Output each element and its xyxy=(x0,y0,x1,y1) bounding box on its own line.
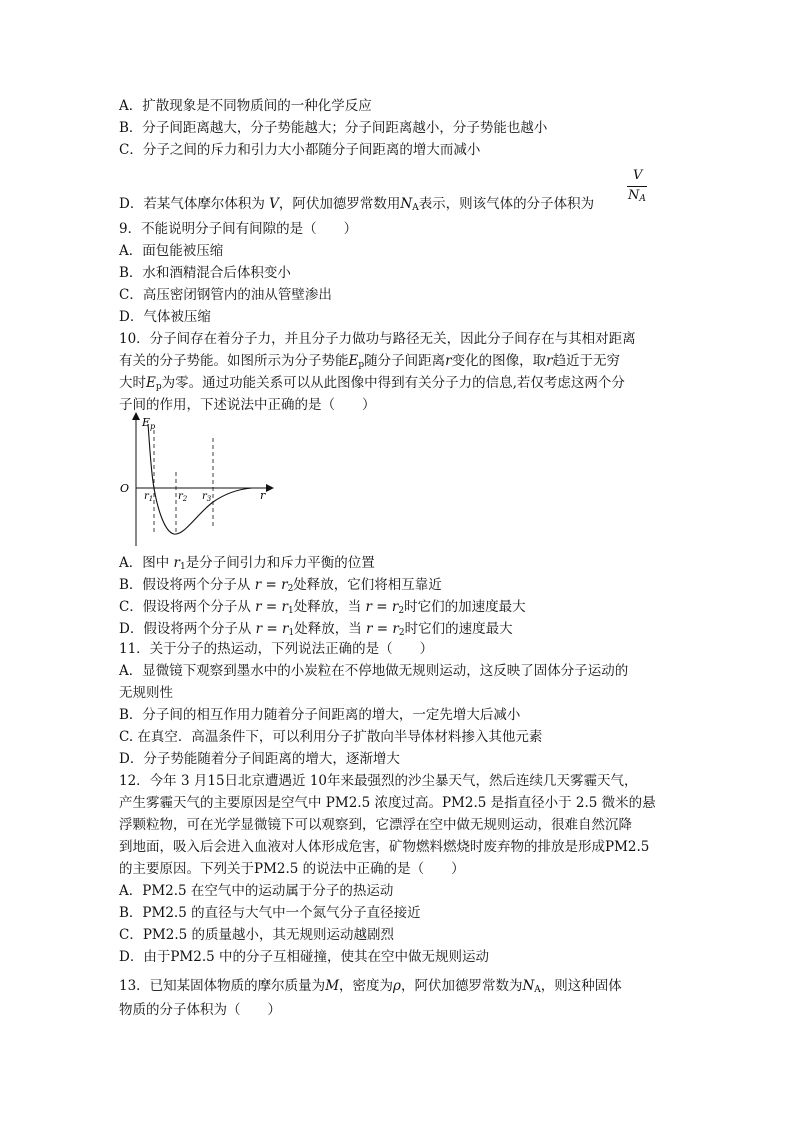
q8-fraction-denominator: $N_A$ xyxy=(628,188,646,204)
graph-ep-curve xyxy=(148,424,252,534)
q10-stem-line4: 子间的作用，下述说法中正确的是（ ） xyxy=(119,397,376,413)
q13-stem-line1: 13．已知某固体物质的摩尔质量为M，密度为ρ，阿伏加德罗常数为$N_A$，则这种固体 xyxy=(119,978,622,995)
q12-stem-line5: 的主要原因。下列关于PM2.5 的说法中正确的是（ ） xyxy=(119,861,465,877)
q10-option-a: A．图中 $r_1$是分子间引力和斥力平衡的位置 xyxy=(119,555,375,572)
q8-option-a: A．扩散现象是不同物质间的一种化学反应 xyxy=(119,98,372,114)
q8-option-b: B．分子间距离越大，分子势能越大；分子间距离越小，分子势能也越小 xyxy=(119,120,548,136)
graph-r2-label: $r_2$ xyxy=(178,491,188,503)
q11-option-a-line1: A．显微镜下观察到墨水中的小炭粒在不停地做无规则运动，这反映了固体分子运动的 xyxy=(119,663,629,679)
q8-option-d: D．若某气体摩尔体积为 V，阿伏加德罗常数用$N_A$表示，则该气体的分子体积为 xyxy=(119,196,595,213)
q12-stem-line1: 12．今年 3 月15日北京遭遇近 10年来最强烈的沙尘暴天气，然后连续几天雾霾天气， xyxy=(119,773,638,789)
q11-stem: 11．关于分子的热运动，下列说法正确的是（ ） xyxy=(119,641,434,657)
q12-stem-line3: 浮颗粒物，可在光学显微镜下可以观察到，它漂浮在空中做无规则运动，很难自然沉降 xyxy=(119,817,632,833)
graph-r3-label: $r_3$ xyxy=(202,491,212,503)
q10-stem-line1: 10．分子间存在着分子力，并且分子力做功与路径无关，因此分子间存在与其相对距离 xyxy=(119,331,636,347)
q11-option-b: B．分子间的相互作用力随着分子间距离的增大，一定先增大后减小 xyxy=(119,707,521,723)
q8-fraction-bar xyxy=(627,186,647,187)
q10-option-c: C．假设将两个分子从 $r = r_1$处释放，当 $r = r_2$时它们的加速度最大 xyxy=(119,599,526,616)
q9-stem: 9．不能说明分子间有间隙的是（ ） xyxy=(119,221,358,237)
q10-stem-line3: 大时$E_p$为零。通过功能关系可以从此图像中得到有关分子力的信息,若仅考虑这两个分 xyxy=(119,375,625,392)
q12-option-a: A．PM2.5 在空气中的运动属于分子的热运动 xyxy=(119,883,394,899)
q8-fraction-numerator: V xyxy=(633,168,643,183)
graph-y-label: $E_p$ xyxy=(142,416,156,431)
q10-option-b: B．假设将两个分子从 $r = r_2$处释放，它们将相互靠近 xyxy=(119,577,442,594)
q9-option-d: D．气体被压缩 xyxy=(119,309,211,325)
q12-stem-line4: 到地面，吸入后会进入血液对人体形成危害，矿物燃料燃烧时废弃物的排放是形成PM2.5 xyxy=(119,839,650,855)
graph-x-label: r xyxy=(260,489,266,502)
q12-option-c: C．PM2.5 的质量越小，其无规则运动越剧烈 xyxy=(119,927,394,943)
q11-option-a-line2: 无规则性 xyxy=(119,685,173,701)
q8-option-c: C．分子之间的斥力和引力大小都随分子间距离的增大而减小 xyxy=(119,142,481,158)
q12-option-b: B．PM2.5 的直径与大气中一个氮气分子直径接近 xyxy=(119,905,421,921)
q10-stem-line2: 有关的分子势能。如图所示为分子势能$E_p$随分子间距离r变化的图像，取r趋近于无穷 xyxy=(119,353,621,370)
q9-option-c: C．高压密闭钢管内的油从管壁渗出 xyxy=(119,287,332,303)
potential-energy-graph xyxy=(112,410,282,550)
graph-origin-label: O xyxy=(120,482,130,495)
q9-option-a: A．面包能被压缩 xyxy=(119,243,224,259)
q12-stem-line2: 产生雾霾天气的主要原因是空气中 PM2.5 浓度过高。PM2.5 是指直径小于 2.5 微米的悬 xyxy=(119,795,656,811)
graph-r1-label: $r_1$ xyxy=(144,491,154,503)
q13-stem-line2: 物质的分子体积为（ ） xyxy=(119,1002,281,1018)
q10-option-d: D．假设将两个分子从 $r = r_1$处释放，当 $r = r_2$时它们的速度最大 xyxy=(119,621,513,638)
q12-option-d: D．由于PM2.5 中的分子互相碰撞，使其在空中做无规则运动 xyxy=(119,949,489,965)
q11-option-c: C. 在真空．高温条件下，可以利用分子扩散向半导体材料掺入其他元素 xyxy=(119,729,543,745)
q9-option-b: B．水和酒精混合后体积变小 xyxy=(119,265,291,281)
q11-option-d: D．分子势能随着分子间距离的增大，逐渐增大 xyxy=(119,751,400,767)
